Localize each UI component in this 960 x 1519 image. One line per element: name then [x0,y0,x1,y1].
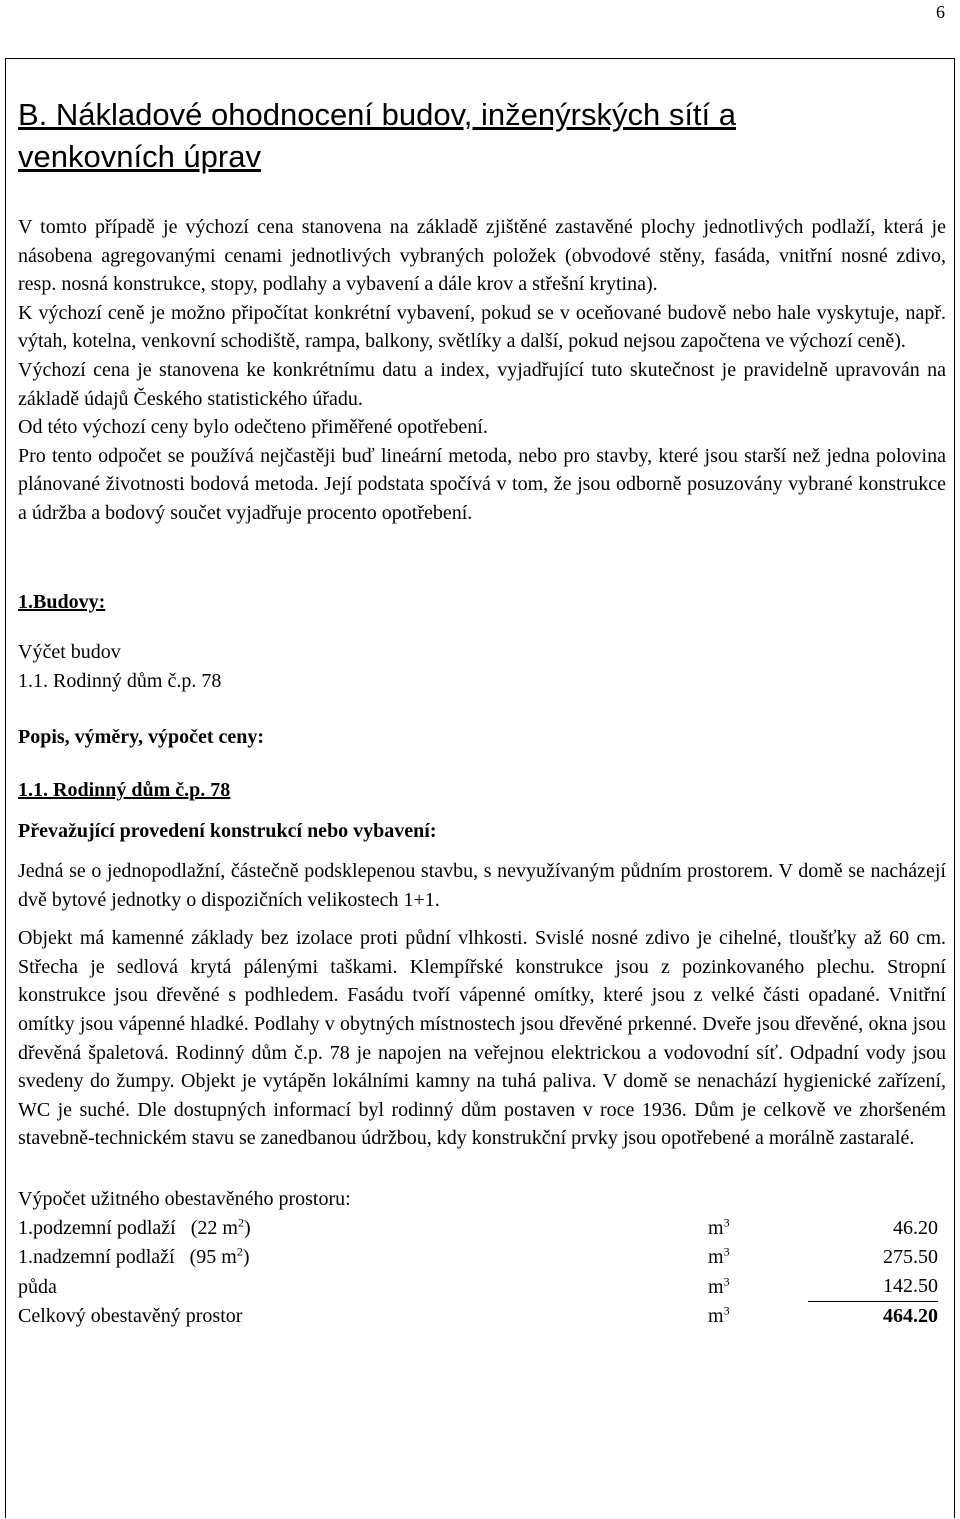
row-label-text: 1.nadzemní podlaží [18,1246,175,1269]
row-label-text: 1.podzemní podlaží [18,1217,176,1240]
calc-row-value: 46.20 [893,1217,938,1240]
calc-total-value: 464.20 [883,1305,938,1328]
row-area-end: ) [243,1217,251,1240]
calc-row [18,1272,938,1302]
intro-paragraph-2: K výchozí ceně je možno připočítat konkrétní vybavení, pokud se v oceňované budově nebo hale vyskytuje, např. výtah, kotelna, venkovní schodiště, rampa, balkony, světlíky a další, pokud nejsou započtena ve výchozí ceně). [18,301,946,353]
calc-row-label [18,1214,708,1243]
page-number: 6 [936,2,945,22]
unit-text: m [708,1275,724,1298]
prevazujici-heading: Převažující provedení konstrukcí nebo vybavení: [18,819,437,842]
unit-sup: 3 [723,1215,730,1230]
intro-paragraph-3: Výchozí cena je stanovena ke konkrétnímu datu a index, vyjadřující tuto skutečnost je pravidelně upravován na základě údajů Českého statistického úřadu. [18,358,946,410]
document-content [18,94,946,1331]
unit-text: m [708,1305,724,1328]
unit-text: m [708,1246,724,1269]
section-title: B. Nákladové ohodnocení budov, inženýrských sítí a venkovních úprav [18,97,737,174]
unit-text: m [708,1217,724,1240]
row-area: (95 m [189,1246,237,1269]
volume-calc-table [18,1214,938,1331]
intro-section [18,213,946,528]
description-paragraph-1: Jedná se o jednopodlažní, částečně podsklepenou stavbu, s nevyužívaným půdním prostorem. V domě se nacházejí dvě bytové jednotky o dispozičních velikostech 1+1. [18,860,946,911]
intro-paragraph-1: V tomto případě je výchozí cena stanovena na základě zjištěné zastavěné plochy jednotlivých podlaží, která je násobena agregovanými cenami jednotlivých vybraných položek (obvodové stěny, fasáda, vnitřní nosné zdivo, resp. nosná konstrukce, stopy, podlahy a vybavení a dále krov a střešní krytina). [18,216,946,296]
calc-title: Výpočet užitného obestavěného prostoru: [18,1188,351,1211]
calc-total-row [18,1301,938,1331]
unit-sup: 3 [723,1303,730,1318]
budovy-heading: 1.Budovy: [18,590,106,613]
intro-paragraph-4: Od této výchozí ceny bylo odečteno přiměřené opotřebení. [18,416,488,439]
calc-row-value: 275.50 [883,1246,938,1269]
unit-sup: 3 [723,1273,730,1288]
row-label-text: půda [18,1275,57,1298]
calc-total-label: Celkový obestavěný prostor [18,1305,243,1328]
calc-row-label [18,1272,708,1302]
calc-row-unit [708,1272,808,1302]
unit-sup: 3 [723,1244,730,1259]
popis-heading: Popis, výměry, výpočet ceny: [18,726,265,749]
calc-row-value: 142.50 [808,1272,938,1302]
row-area: (22 m [190,1217,238,1240]
calc-row-unit [708,1243,808,1272]
vycet-title: Výčet budov [18,641,121,664]
description-paragraph-2: Objekt má kamenné základy bez izolace proti půdní vlhkosti. Svislé nosné zdivo je cihelné, tloušťky až 60 cm. Střecha je sedlová krytá pálenými taškami. Klempířské konstrukce jsou z pozinkovaného plechu. Stropní konstrukce jsou dřevěné s podhledem. Fasádu tvoří vápenné omítky, které jsou z velké části opadané. Vnitřní omítky jsou vápenné hladké. Podlahy v obytných místnostech jsou dřevěné prkenné. Dveře jsou dřevěné, okna jsou dřevěná špaletová. Rodinný dům č.p. 78 je napojen na veřejnou elektrickou a vodovodní síť. Odpadní vody jsou svedeny do žumpy. Objekt je vytápěn lokálními kamny na tuhá paliva. V domě se nenachází hygienické zařízení, WC je suché. Dle dostupných informací byl rodinný dům postaven v roce 1936. Dům je celkově ve zhoršeném stavebně-technickém stavu se zanedbanou údržbou, kdy konstrukční prvky jsou opotřebené a morálně zastaralé. [18,927,946,1150]
row-area-sup: 2 [237,1215,244,1230]
calc-row-unit [708,1214,808,1243]
calc-row [18,1243,938,1272]
calc-row-label [18,1243,708,1272]
building-heading: 1.1. Rodinný dům č.p. 78 [18,778,231,801]
row-area-sup: 2 [236,1244,243,1259]
row-area-end: ) [242,1246,250,1269]
intro-paragraph-5: Pro tento odpočet se používá nejčastěji buď lineární metoda, nebo pro stavby, které jsou starší než jedna polovina plánované životnosti bodová metoda. Její podstata spočívá v tom, že jsou odborně posuzovány vybrané konstrukce a údržba a bodový součet vyjadřuje procento opotřebení. [18,444,946,524]
vycet-item: 1.1. Rodinný dům č.p. 78 [18,669,222,692]
calc-total-unit [708,1301,808,1331]
calc-row [18,1214,938,1243]
